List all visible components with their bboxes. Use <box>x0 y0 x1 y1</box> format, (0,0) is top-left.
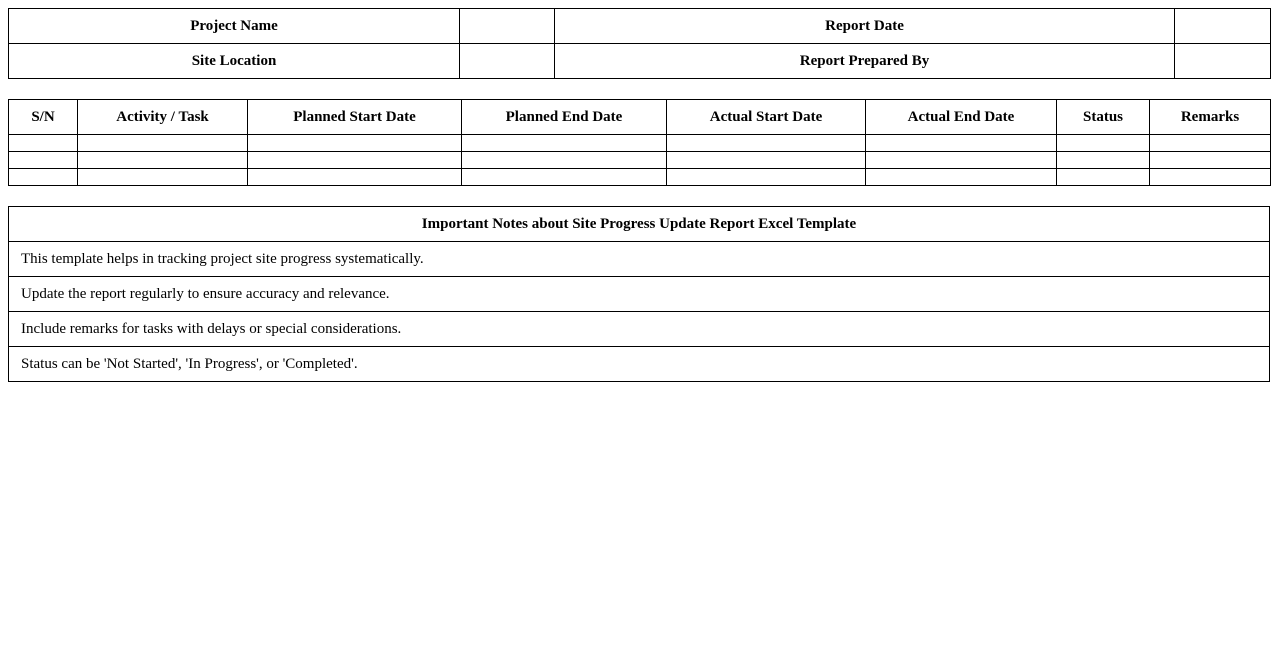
table-cell[interactable] <box>9 152 78 169</box>
activity-table <box>8 99 1271 186</box>
table-cell[interactable] <box>462 135 667 152</box>
note-row <box>9 277 1270 312</box>
note-row <box>9 347 1270 382</box>
table-cell[interactable] <box>248 152 462 169</box>
note-row <box>9 242 1270 277</box>
note-item: Include remarks for tasks with delays or special considerations. <box>9 312 1270 347</box>
notes-title: Important Notes about Site Progress Update Report Excel Template <box>9 207 1270 242</box>
column-header-planned-start: Planned Start Date <box>248 100 462 135</box>
table-row <box>9 135 1271 152</box>
note-item: Update the report regularly to ensure accuracy and relevance. <box>9 277 1270 312</box>
table-cell[interactable] <box>78 135 248 152</box>
table-cell[interactable] <box>866 152 1057 169</box>
activity-table-header <box>9 100 1271 135</box>
table-cell[interactable] <box>1057 152 1150 169</box>
report-date-label: Report Date <box>555 9 1175 44</box>
site-location-label: Site Location <box>9 44 460 79</box>
table-row <box>9 169 1271 186</box>
column-header-planned-end: Planned End Date <box>462 100 667 135</box>
table-cell[interactable] <box>866 169 1057 186</box>
project-name-label: Project Name <box>9 9 460 44</box>
table-cell[interactable] <box>1057 169 1150 186</box>
report-prepared-by-cell[interactable] <box>1175 44 1271 79</box>
table-cell[interactable] <box>667 169 866 186</box>
note-row <box>9 312 1270 347</box>
project-name-cell[interactable] <box>460 9 555 44</box>
table-cell[interactable] <box>866 135 1057 152</box>
report-header-table <box>8 8 1271 79</box>
table-cell[interactable] <box>9 169 78 186</box>
table-cell[interactable] <box>248 135 462 152</box>
table-cell[interactable] <box>462 152 667 169</box>
table-cell[interactable] <box>667 152 866 169</box>
report-prepared-by-label: Report Prepared By <box>555 44 1175 79</box>
table-cell[interactable] <box>248 169 462 186</box>
notes-table <box>8 206 1270 382</box>
table-cell[interactable] <box>1150 169 1271 186</box>
table-row <box>9 152 1271 169</box>
table-cell[interactable] <box>667 135 866 152</box>
header-row-2 <box>9 44 1271 79</box>
table-cell[interactable] <box>9 135 78 152</box>
column-header-status: Status <box>1057 100 1150 135</box>
column-header-actual-end: Actual End Date <box>866 100 1057 135</box>
table-cell[interactable] <box>78 152 248 169</box>
notes-title-row <box>9 207 1270 242</box>
table-cell[interactable] <box>78 169 248 186</box>
column-header-actual-start: Actual Start Date <box>667 100 866 135</box>
column-header-remarks: Remarks <box>1150 100 1271 135</box>
table-cell[interactable] <box>462 169 667 186</box>
header-row-1 <box>9 9 1271 44</box>
column-header-sn: S/N <box>9 100 78 135</box>
table-cell[interactable] <box>1057 135 1150 152</box>
site-location-cell[interactable] <box>460 44 555 79</box>
column-header-activity: Activity / Task <box>78 100 248 135</box>
table-cell[interactable] <box>1150 135 1271 152</box>
table-cell[interactable] <box>1150 152 1271 169</box>
note-item: This template helps in tracking project site progress systematically. <box>9 242 1270 277</box>
report-date-cell[interactable] <box>1175 9 1271 44</box>
note-item: Status can be 'Not Started', 'In Progress', or 'Completed'. <box>9 347 1270 382</box>
